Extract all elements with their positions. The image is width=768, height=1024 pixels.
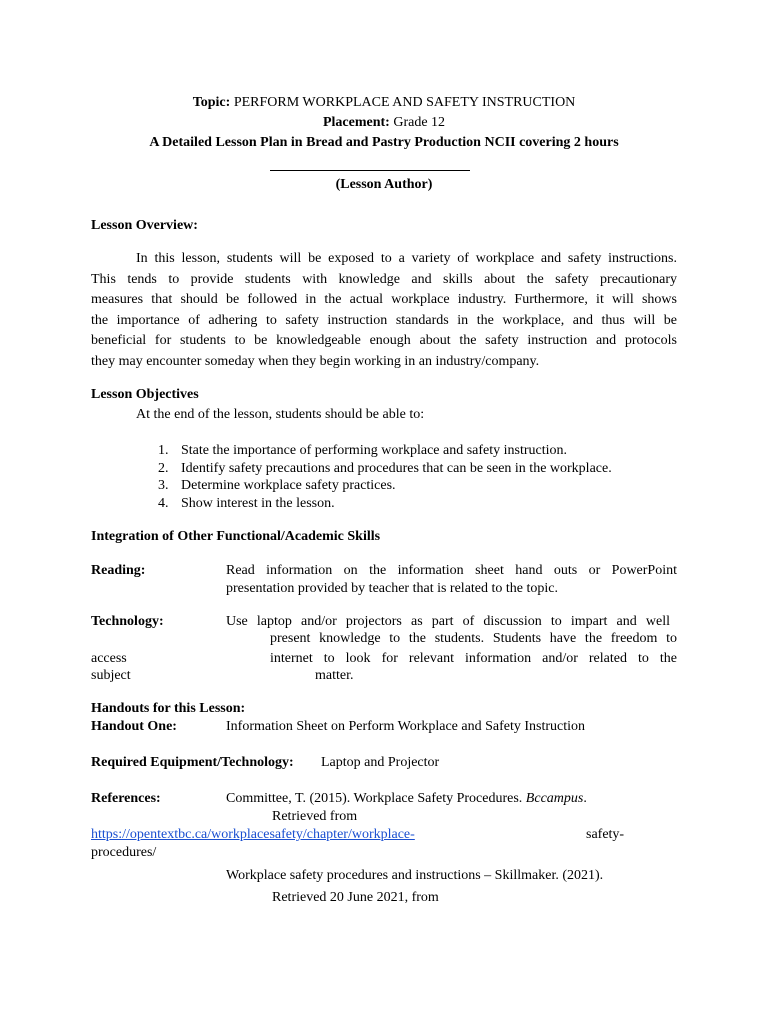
technology-text: present knowledge to the students. Students have the freedom to (270, 631, 677, 646)
topic-line (0, 94, 768, 112)
topic-label: Topic: (192, 95, 231, 110)
objective-number: 3. (158, 478, 169, 493)
technology-label: Technology: (91, 614, 164, 629)
objective-item: State the importance of performing workplace and safety instruction. (181, 443, 568, 458)
handouts-heading: Handouts for this Lesson: (91, 701, 246, 716)
reference-2-retrieved: Retrieved 20 June 2021, from (272, 890, 439, 905)
author-signature-line (270, 170, 470, 171)
placement-line (0, 114, 768, 132)
objective-item: Identify safety precautions and procedures that can be seen in the workplace. (181, 461, 612, 476)
technology-text: matter. (315, 668, 354, 683)
overview-line: This tends to provide students with knowledge and skills about the safety precautionary (91, 272, 677, 287)
technology-left-word: access (91, 651, 127, 666)
lesson-author-label: (Lesson Author) (335, 177, 433, 192)
reference-2: Workplace safety procedures and instructions – Skillmaker. (2021). (226, 868, 604, 883)
technology-text: Use laptop and/or projectors as part of discussion to impart and well (226, 614, 670, 629)
objective-item: Show interest in the lesson. (181, 496, 335, 511)
reference-1-text: Committee, T. (2015). Workplace Safety Procedures. (226, 791, 526, 806)
integration-heading: Integration of Other Functional/Academic Skills (91, 529, 381, 544)
handout-one-value: Information Sheet on Perform Workplace and Safety Instruction (226, 719, 586, 734)
reading-text: presentation provided by teacher that is related to the topic. (226, 581, 558, 596)
equipment-label: Required Equipment/Technology: (91, 755, 294, 770)
objective-number: 1. (158, 443, 169, 458)
equipment-value: Laptop and Projector (321, 755, 440, 770)
overview-line: the importance of adhering to safety instruction standards in the workplace, and thus will be (91, 313, 677, 328)
reference-1-url[interactable] (91, 826, 415, 844)
overview-line: they may encounter someday when they begin working in an industry/company. (91, 354, 540, 369)
objective-number: 4. (158, 496, 169, 511)
technology-text: internet to look for relevant information and/or related to the (270, 651, 677, 666)
references-label: References: (91, 791, 161, 806)
overview-line: beneficial for students to be knowledgeable enough about the safety instruction and protocols (91, 333, 677, 348)
overview-line: In this lesson, students will be exposed to a variety of workplace and safety instructions. (136, 251, 677, 266)
reference-1 (226, 790, 587, 808)
reference-1-link[interactable]: https://opentextbc.ca/workplacesafety/chapter/workplace- (91, 827, 415, 842)
objectives-intro: At the end of the lesson, students should be able to: (136, 407, 425, 422)
overview-line: measures that should be followed in the actual workplace industry. Furthermore, it will shows (91, 292, 677, 307)
overview-heading: Lesson Overview: (91, 218, 198, 233)
technology-left-word: subject (91, 668, 131, 683)
reference-1-retrieved: Retrieved from (272, 809, 358, 824)
lesson-plan-title: A Detailed Lesson Plan in Bread and Pastry Production NCII covering 2 hours (149, 135, 619, 150)
reference-1-period: . (583, 791, 587, 806)
reference-1-publisher: Bccampus (525, 791, 584, 806)
objective-number: 2. (158, 461, 169, 476)
placement-value: Grade 12 (393, 115, 446, 130)
reading-label: Reading: (91, 563, 146, 578)
reading-text: Read information on the information sheet hand outs or PowerPoint (226, 563, 677, 578)
objectives-heading: Lesson Objectives (91, 387, 199, 402)
handout-one-label: Handout One: (91, 719, 177, 734)
objective-item: Determine workplace safety practices. (181, 478, 396, 493)
placement-label: Placement: (322, 115, 390, 130)
reference-1-url-tail: safety- (586, 827, 625, 842)
reference-1-url-end: procedures/ (91, 845, 157, 860)
topic-value: PERFORM WORKPLACE AND SAFETY INSTRUCTION (233, 95, 576, 110)
